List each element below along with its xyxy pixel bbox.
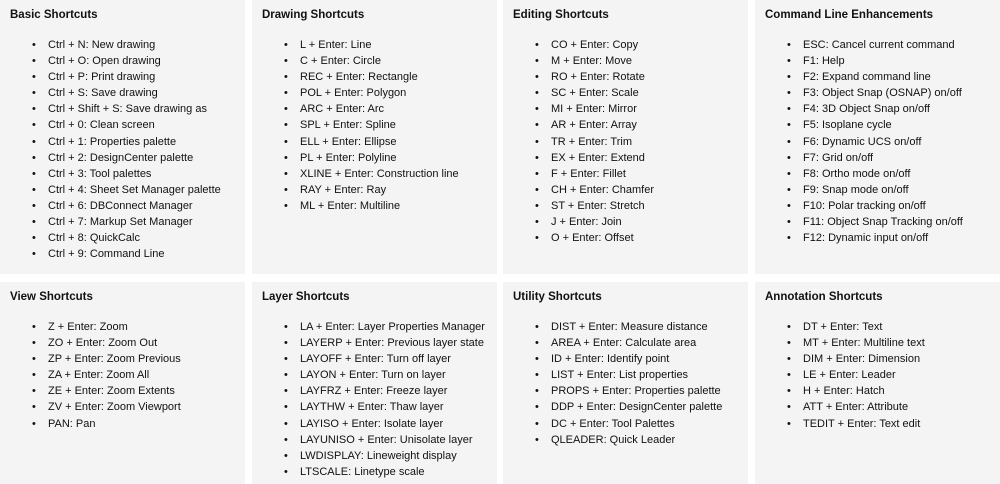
section-card-basic	[0, 0, 245, 274]
shortcut-item: • ARC + Enter: Arc	[284, 101, 487, 117]
shortcut-item: • Ctrl + N: New drawing	[32, 37, 235, 53]
section-card-drawing	[252, 0, 497, 274]
shortcut-item: • MT + Enter: Multiline text	[787, 335, 990, 351]
shortcut-item: • PL + Enter: Polyline	[284, 150, 487, 166]
section-title: Layer Shortcuts	[262, 291, 350, 303]
shortcut-item: • RO + Enter: Rotate	[535, 69, 738, 85]
shortcut-item: • F9: Snap mode on/off	[787, 182, 990, 198]
shortcut-item: • F12: Dynamic input on/off	[787, 230, 990, 246]
section-title: Utility Shortcuts	[513, 291, 602, 303]
shortcut-item: • Ctrl + 9: Command Line	[32, 246, 235, 262]
section-card-editing	[503, 0, 748, 274]
shortcut-item: • F + Enter: Fillet	[535, 166, 738, 182]
shortcut-item: • LWDISPLAY: Lineweight display	[284, 448, 487, 464]
shortcut-item: • F6: Dynamic UCS on/off	[787, 134, 990, 150]
shortcut-item: • LIST + Enter: List properties	[535, 367, 738, 383]
shortcut-item: • F2: Expand command line	[787, 69, 990, 85]
shortcut-item: • Ctrl + 7: Markup Set Manager	[32, 214, 235, 230]
shortcut-item: • ZE + Enter: Zoom Extents	[32, 383, 235, 399]
shortcut-item: • PAN: Pan	[32, 416, 235, 432]
shortcut-item: • LTSCALE: Linetype scale	[284, 464, 487, 480]
shortcut-item: • ZV + Enter: Zoom Viewport	[32, 399, 235, 415]
shortcut-item: • TR + Enter: Trim	[535, 134, 738, 150]
shortcut-item: • CO + Enter: Copy	[535, 37, 738, 53]
shortcut-item: • Ctrl + 3: Tool palettes	[32, 166, 235, 182]
shortcut-item: • M + Enter: Move	[535, 53, 738, 69]
shortcut-item: • ZA + Enter: Zoom All	[32, 367, 235, 383]
shortcut-item: • Ctrl + 0: Clean screen	[32, 117, 235, 133]
shortcut-item: • PROPS + Enter: Properties palette	[535, 383, 738, 399]
shortcut-item: • Ctrl + S: Save drawing	[32, 85, 235, 101]
shortcut-item: • Ctrl + Shift + S: Save drawing as	[32, 101, 235, 117]
shortcut-item: • ID + Enter: Identify point	[535, 351, 738, 367]
section-title: Command Line Enhancements	[765, 9, 934, 21]
shortcut-item: • F7: Grid on/off	[787, 150, 990, 166]
shortcut-item: • J + Enter: Join	[535, 214, 738, 230]
shortcut-item: • TEDIT + Enter: Text edit	[787, 416, 990, 432]
shortcut-item: • C + Enter: Circle	[284, 53, 487, 69]
section-title: Annotation Shortcuts	[765, 291, 883, 303]
shortcut-list	[765, 37, 990, 246]
shortcut-item: • DIST + Enter: Measure distance	[535, 319, 738, 335]
shortcut-item: • SC + Enter: Scale	[535, 85, 738, 101]
shortcut-item: • ST + Enter: Stretch	[535, 198, 738, 214]
shortcut-item: • F10: Polar tracking on/off	[787, 198, 990, 214]
shortcut-item: • LE + Enter: Leader	[787, 367, 990, 383]
section-card-command-line	[755, 0, 1000, 274]
shortcut-item: • LAYERP + Enter: Previous layer state	[284, 335, 487, 351]
shortcut-item: • LAYISO + Enter: Isolate layer	[284, 416, 487, 432]
shortcut-item: • F11: Object Snap Tracking on/off	[787, 214, 990, 230]
shortcut-item: • Ctrl + 2: DesignCenter palette	[32, 150, 235, 166]
shortcut-item: • Ctrl + 4: Sheet Set Manager palette	[32, 182, 235, 198]
shortcut-item: • ESC: Cancel current command	[787, 37, 990, 53]
shortcut-item: • ELL + Enter: Ellipse	[284, 134, 487, 150]
shortcut-item: • REC + Enter: Rectangle	[284, 69, 487, 85]
shortcut-list	[10, 319, 235, 432]
section-title: Basic Shortcuts	[10, 9, 98, 21]
shortcut-item: • MI + Enter: Mirror	[535, 101, 738, 117]
shortcut-item: • Ctrl + 8: QuickCalc	[32, 230, 235, 246]
shortcut-item: • Z + Enter: Zoom	[32, 319, 235, 335]
shortcut-item: • LAYON + Enter: Turn on layer	[284, 367, 487, 383]
shortcut-item: • POL + Enter: Polygon	[284, 85, 487, 101]
shortcut-item: • F3: Object Snap (OSNAP) on/off	[787, 85, 990, 101]
shortcut-item: • SPL + Enter: Spline	[284, 117, 487, 133]
shortcut-item: • RAY + Enter: Ray	[284, 182, 487, 198]
shortcut-item: • Ctrl + 1: Properties palette	[32, 134, 235, 150]
section-card-layer	[252, 282, 497, 484]
shortcut-item: • LAYOFF + Enter: Turn off layer	[284, 351, 487, 367]
shortcut-list	[513, 37, 738, 246]
shortcut-item: • DC + Enter: Tool Palettes	[535, 416, 738, 432]
section-card-utility	[503, 282, 748, 484]
shortcut-item: • AR + Enter: Array	[535, 117, 738, 133]
shortcut-list	[262, 319, 487, 480]
shortcut-item: • LAYTHW + Enter: Thaw layer	[284, 399, 487, 415]
shortcut-list	[513, 319, 738, 448]
shortcut-list	[262, 37, 487, 214]
shortcut-item: • O + Enter: Offset	[535, 230, 738, 246]
shortcut-item: • DDP + Enter: DesignCenter palette	[535, 399, 738, 415]
shortcut-item: • F5: Isoplane cycle	[787, 117, 990, 133]
shortcut-item: • ZO + Enter: Zoom Out	[32, 335, 235, 351]
shortcut-item: • XLINE + Enter: Construction line	[284, 166, 487, 182]
shortcut-item: • EX + Enter: Extend	[535, 150, 738, 166]
shortcut-item: • LAYFRZ + Enter: Freeze layer	[284, 383, 487, 399]
shortcut-item: • QLEADER: Quick Leader	[535, 432, 738, 448]
shortcut-item: • ATT + Enter: Attribute	[787, 399, 990, 415]
shortcut-item: • F4: 3D Object Snap on/off	[787, 101, 990, 117]
shortcut-item: • ZP + Enter: Zoom Previous	[32, 351, 235, 367]
section-card-view	[0, 282, 245, 484]
section-title: Editing Shortcuts	[513, 9, 609, 21]
shortcut-item: • F8: Ortho mode on/off	[787, 166, 990, 182]
shortcut-item: • LA + Enter: Layer Properties Manager	[284, 319, 487, 335]
shortcut-list	[10, 37, 235, 262]
shortcut-item: • DIM + Enter: Dimension	[787, 351, 990, 367]
shortcut-item: • LAYUNISO + Enter: Unisolate layer	[284, 432, 487, 448]
section-title: View Shortcuts	[10, 291, 93, 303]
shortcut-item: • DT + Enter: Text	[787, 319, 990, 335]
shortcut-item: • Ctrl + P: Print drawing	[32, 69, 235, 85]
shortcut-item: • CH + Enter: Chamfer	[535, 182, 738, 198]
shortcut-item: • F1: Help	[787, 53, 990, 69]
shortcut-item: • Ctrl + O: Open drawing	[32, 53, 235, 69]
shortcut-item: • ML + Enter: Multiline	[284, 198, 487, 214]
shortcut-list	[765, 319, 990, 432]
shortcut-item: • H + Enter: Hatch	[787, 383, 990, 399]
section-title: Drawing Shortcuts	[262, 9, 365, 21]
section-card-annotation	[755, 282, 1000, 484]
shortcut-item: • Ctrl + 6: DBConnect Manager	[32, 198, 235, 214]
shortcut-item: • AREA + Enter: Calculate area	[535, 335, 738, 351]
shortcut-item: • L + Enter: Line	[284, 37, 487, 53]
